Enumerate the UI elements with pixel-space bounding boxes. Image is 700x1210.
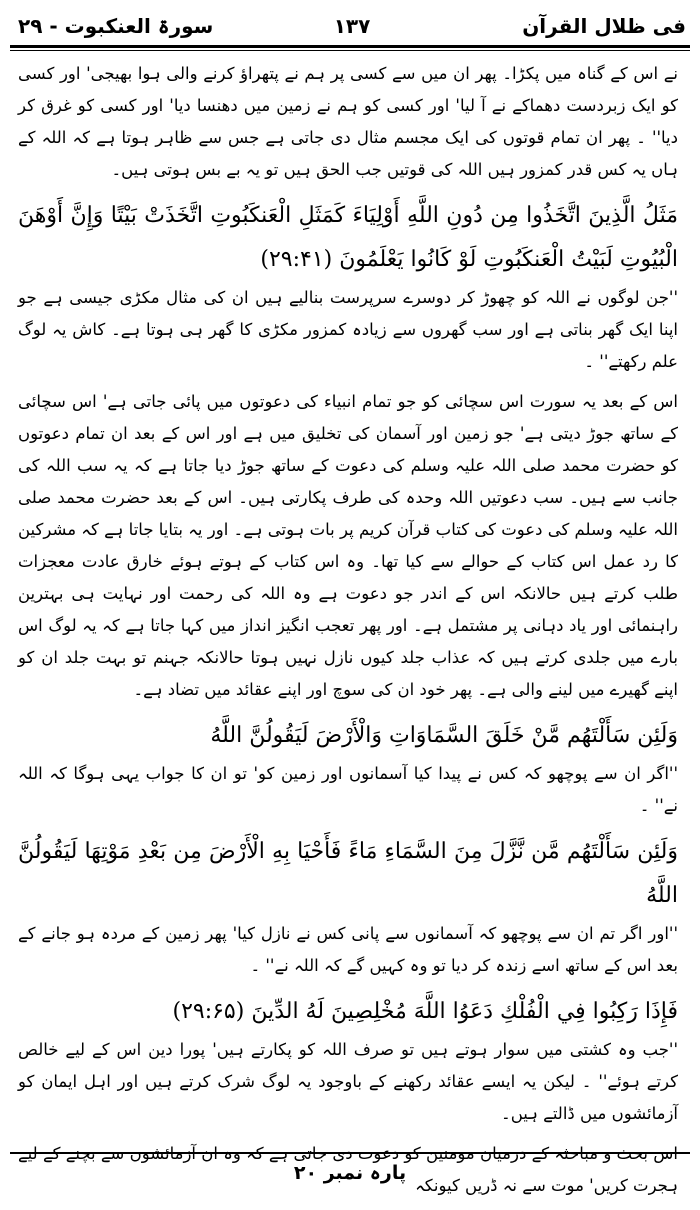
page-body bbox=[18, 58, 678, 1210]
book-title: فی ظلال القرآن bbox=[522, 14, 686, 38]
paragraph-3: ''اگر ان سے پوچھو کہ کس نے پیدا کیا آسمانوں اور زمین کو' تو ان کا جواب یہی ہوگا کہ اللہ نے'' ۔ bbox=[18, 764, 678, 815]
paragraph-5: ''جب وہ کشتی میں سوار ہوتے ہیں تو صرف اللہ کو پکارتے ہیں' پورا دین اس کے لیے خالص کرتے ہوئے'' ۔ لیکن یہ ایسے عقائد رکھنے کے باوجود یہ لوگ شرک کرتے ہیں اور اہل ایمان کو آزمائشوں میں ڈالتے ہیں۔ bbox=[18, 1040, 678, 1123]
header-rule bbox=[10, 45, 690, 48]
ayah-3: وَلَئِن سَأَلْتَهُم مَّن نَّزَّلَ مِنَ السَّمَاءِ مَاءً فَأَحْيَا بِهِ الْأَرْضَ مِن بَعْدِ مَوْتِهَا لَيَقُولُنَّ اللَّهُ bbox=[18, 839, 678, 908]
footer-rule bbox=[10, 1152, 690, 1154]
ayah-4: فَإِذَا رَكِبُوا فِي الْفُلْكِ دَعَوُا اللَّهَ مُخْلِصِينَ لَهُ الدِّينَ (۲۹:۶۵) bbox=[172, 999, 678, 1024]
para-number: پارہ نمبر ۲۰ bbox=[293, 1162, 407, 1184]
paragraph-4: ''اور اگر تم ان سے پوچھو کہ آسمانوں سے پانی کس نے نازل کیا' پھر زمین کے مردہ ہو جانے کے بعد اس کے ساتھ اسے زندہ کر دیا تو وہ کہیں گے کہ اللہ نے'' ۔ bbox=[18, 924, 678, 975]
paragraph-2: اس کے بعد یہ سورت اس سچائی کو جو تمام انبیاء کی دعوتوں میں پائی جاتی ہے' اس سچائی کے ساتھ جوڑ دیتی ہے' جو زمین اور آسمان کی تخلیق میں ہے اور اس کے بعد ان تمام دعوتوں کو حضرت محمد صلی اللہ علیہ وسلم کی دعوت کے ساتھ جوڑ دیا جاتا ہے کہ یہ سب اللہ کی جانب سے ہیں۔ سب دعوتیں اللہ وحدہ کی طرف پکارتی ہیں۔ اس کے بعد حضرت محمد صلی اللہ علیہ وسلم کی دعوت کی کتاب قرآن کریم پر بات ہوتی ہے۔ اور یہ بتایا جاتا ہے کہ مشرکین کا رد عمل اس کتاب کے حوالے سے کیا تھا۔ وہ اس کتاب کے ہوتے ہوئے خارق عادت معجزات طلب کرتے ہیں حالانکہ اس کے اندر جو دعوت ہے وہ اللہ کی رحمت اور نہایت ہی بہترین راہنمائی اور یاد دہانی پر مشتمل ہے۔ اور پھر تعجب انگیز انداز میں کہا جاتا ہے کہ یہ لوگ اس بارے میں جلدی کرتے ہیں کہ عذاب جلد کیوں نازل نہیں ہوتا حالانکہ جہنم تو بہت جلد ان کو اپنے گھیرے میں لینے والی ہے۔ پھر خود ان کی سوچ اور اپنے عقائد میں تضاد ہے۔ bbox=[18, 392, 678, 699]
surah-name: سورۃ العنکبوت - ۲۹ bbox=[18, 14, 214, 38]
page-number: ۱۳۷ bbox=[333, 14, 371, 38]
ayah-1: مَثَلُ الَّذِينَ اتَّخَذُوا مِن دُونِ اللَّهِ أَوْلِيَاءَ كَمَثَلِ الْعَنكَبُوتِ اتَّخَذَتْ بَيْتًا وَإِنَّ أَوْهَنَ الْبُيُوتِ لَبَيْتُ الْعَنكَبُوتِ لَوْ كَانُوا يَعْلَمُونَ (۲۹:۴۱) bbox=[18, 203, 678, 272]
ayah-2: وَلَئِن سَأَلْتَهُم مَّنْ خَلَقَ السَّمَاوَاتِ وَالْأَرْضَ لَيَقُولُنَّ اللَّهُ bbox=[210, 723, 678, 748]
paragraph-6: اس بحث و مباحثہ کے درمیان مومنین کو دعوت دی جاتی ہے کہ وہ ان آزمائشوں سے بچنے کے لیے ہجرت کریں' موت سے نہ ڈریں کیونکہ bbox=[18, 1144, 678, 1195]
paragraph-1: نے اس کے گناہ میں پکڑا۔ پھر ان میں سے کسی پر ہم نے پتھراؤ کرنے والی ہوا بھیجی' اور کسی کو ایک زبردست دھماکے نے آ لیا' اور کسی کو ہم نے زمین میں دھنسا دیا' اور کسی کو غرق کر دیا'' ۔ پھر ان تمام قوتوں کی ایک مجسم مثال دی جاتی ہے جس سے ظاہر ہوتا ہے کہ اللہ کے ہاں یہ کس قدر کمزور ہیں اللہ کی قوتیں جب الحق ہیں تو یہ بے بس ہوتی ہیں۔ bbox=[18, 64, 678, 179]
paragraph-1b: ''جن لوگوں نے اللہ کو چھوڑ کر دوسرے سرپرست بنالیے ہیں ان کی مثال مکڑی جیسی ہے جو اپنا ایک گھر بناتی ہے اور سب گھروں سے زیادہ کمزور مکڑی کا گھر ہی ہوتا ہے۔ کاش یہ لوگ علم رکھتے'' ۔ bbox=[18, 288, 678, 371]
page-header bbox=[18, 8, 686, 46]
header-rule-thin bbox=[10, 50, 690, 51]
